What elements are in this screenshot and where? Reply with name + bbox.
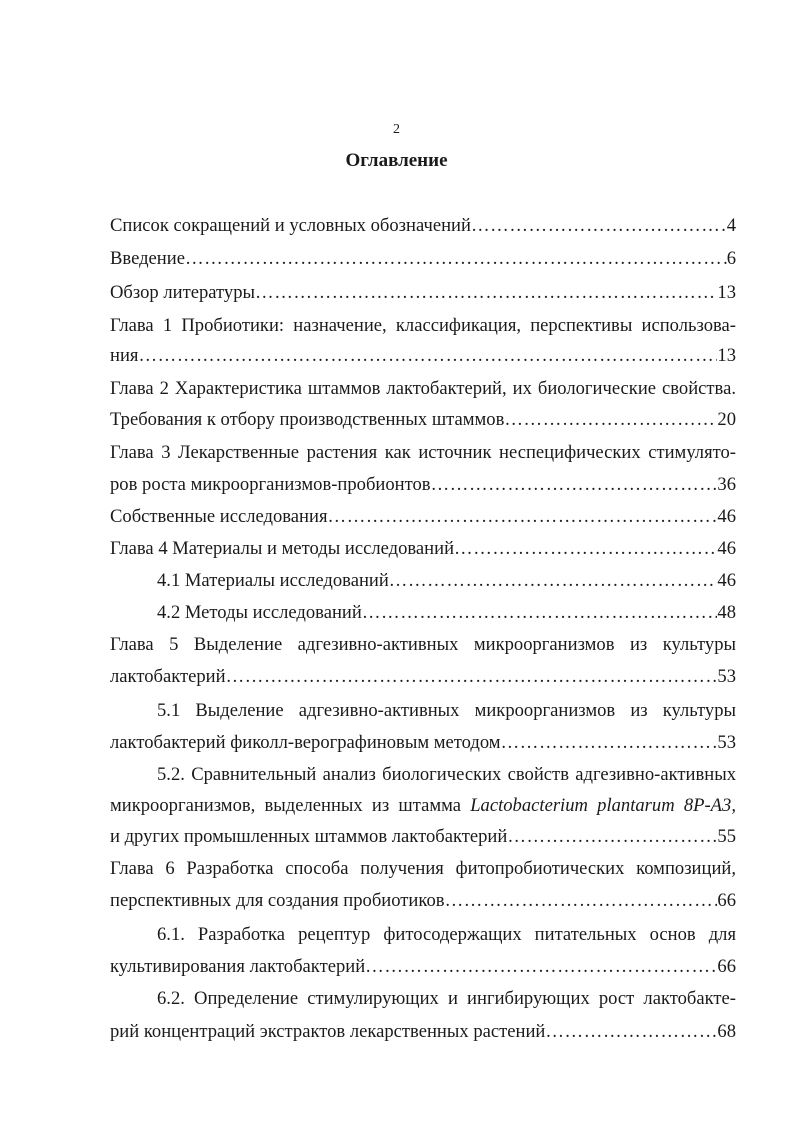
toc-entry[interactable]: Глава 4 Материалы и методы исследований ………………………………………………………………………………………………………………… 46 <box>110 538 736 560</box>
toc-page: 53 <box>717 666 736 687</box>
toc-entry-line[interactable]: Глава 6 Разработка способа получения фитопробиотических композиций, <box>110 858 736 879</box>
toc-page: 48 <box>717 602 736 623</box>
toc-page: 68 <box>717 1021 736 1042</box>
toc-entry[interactable]: лактобактерий фиколл-верографиновым методом ………………………………………………………………………………………………………………… 53 <box>110 732 736 754</box>
toc-entry[interactable]: ния ………………………………………………………………………………………………………………… 13 <box>110 345 736 367</box>
toc-page: 6 <box>726 248 736 269</box>
toc-entry-line[interactable]: микроорганизмов, выделенных из штамма Lactobacterium plantarum 8P-A3, <box>110 795 736 816</box>
toc-entry[interactable]: и других промышленных штаммов лактобактерий ………………………………………………………………………………………………………………… 55 <box>110 826 736 848</box>
toc-entry-line[interactable]: 5.2. Сравнительный анализ биологических свойств адгезивно-активных <box>157 764 736 785</box>
toc-page: 36 <box>717 474 736 495</box>
toc-page: 46 <box>717 570 736 591</box>
toc-title: Оглавление <box>345 150 448 171</box>
toc-entry[interactable]: перспективных для создания пробиотиков ………………………………………………………………………………………………………………… 66 <box>110 890 736 912</box>
toc-entry[interactable]: Список сокращений и условных обозначений ………………………………………………………………………………………………………………… 4 <box>110 215 736 237</box>
toc-entry[interactable]: Требования к отбору производственных штаммов ………………………………………………………………………………………………………………… 20 <box>110 409 736 431</box>
toc-entry-line[interactable]: 5.1 Выделение адгезивно-активных микроорганизмов из культуры <box>157 700 736 721</box>
toc-entry[interactable]: культивирования лактобактерий ………………………………………………………………………………………………………………… 66 <box>110 956 736 978</box>
toc-page: 20 <box>717 409 736 430</box>
toc-entry[interactable]: 4.1 Материалы исследований ………………………………………………………………………………………………………………… 46 <box>157 570 736 592</box>
toc-entry[interactable]: Введение ………………………………………………………………………………………………………………… 6 <box>110 248 736 270</box>
toc-page: 66 <box>717 890 736 911</box>
toc-page: 13 <box>717 345 736 366</box>
toc-page: 46 <box>717 506 736 527</box>
toc-entry-line[interactable]: 6.1. Разработка рецептур фитосодержащих питательных основ для <box>157 924 736 945</box>
toc-entry[interactable]: Собственные исследования ………………………………………………………………………………………………………………… 46 <box>110 506 736 528</box>
toc-page: 55 <box>717 826 736 847</box>
toc-entry[interactable]: Обзор литературы ………………………………………………………………………………………………………………… 13 <box>110 282 736 304</box>
toc-entry-line[interactable]: Глава 3 Лекарственные растения как источник неспецифических стимулято- <box>110 442 736 463</box>
toc-page: 13 <box>717 282 736 303</box>
toc-page: 66 <box>717 956 736 977</box>
toc-entry-line[interactable]: Глава 1 Пробиотики: назначение, классификация, перспективы использова- <box>110 315 736 336</box>
toc-entry[interactable]: лактобактерий ………………………………………………………………………………………………………………… 53 <box>110 666 736 688</box>
toc-page: 4 <box>726 215 736 236</box>
toc-entry[interactable]: рий концентраций экстрактов лекарственных растений ………………………………………………………………………………………………………………… 68 <box>110 1021 736 1043</box>
toc-entry[interactable]: ров роста микроорганизмов-пробионтов ………………………………………………………………………………………………………………… 36 <box>110 474 736 496</box>
toc-entry-line[interactable]: 6.2. Определение стимулирующих и ингибирующих рост лактобакте- <box>157 988 736 1009</box>
toc-entry-line[interactable]: Глава 5 Выделение адгезивно-активных микроорганизмов из культуры <box>110 634 736 655</box>
toc-entry-line[interactable]: Глава 2 Характеристика штаммов лактобактерий, их биологические свойства. <box>110 378 736 399</box>
toc-entry[interactable]: 4.2 Методы исследований ………………………………………………………………………………………………………………… 48 <box>157 602 736 624</box>
page-number: 2 <box>393 122 400 137</box>
toc-page: 53 <box>717 732 736 753</box>
toc-page: 46 <box>717 538 736 559</box>
species-name: Lactobacterium plantarum 8P-A3, <box>470 795 736 816</box>
